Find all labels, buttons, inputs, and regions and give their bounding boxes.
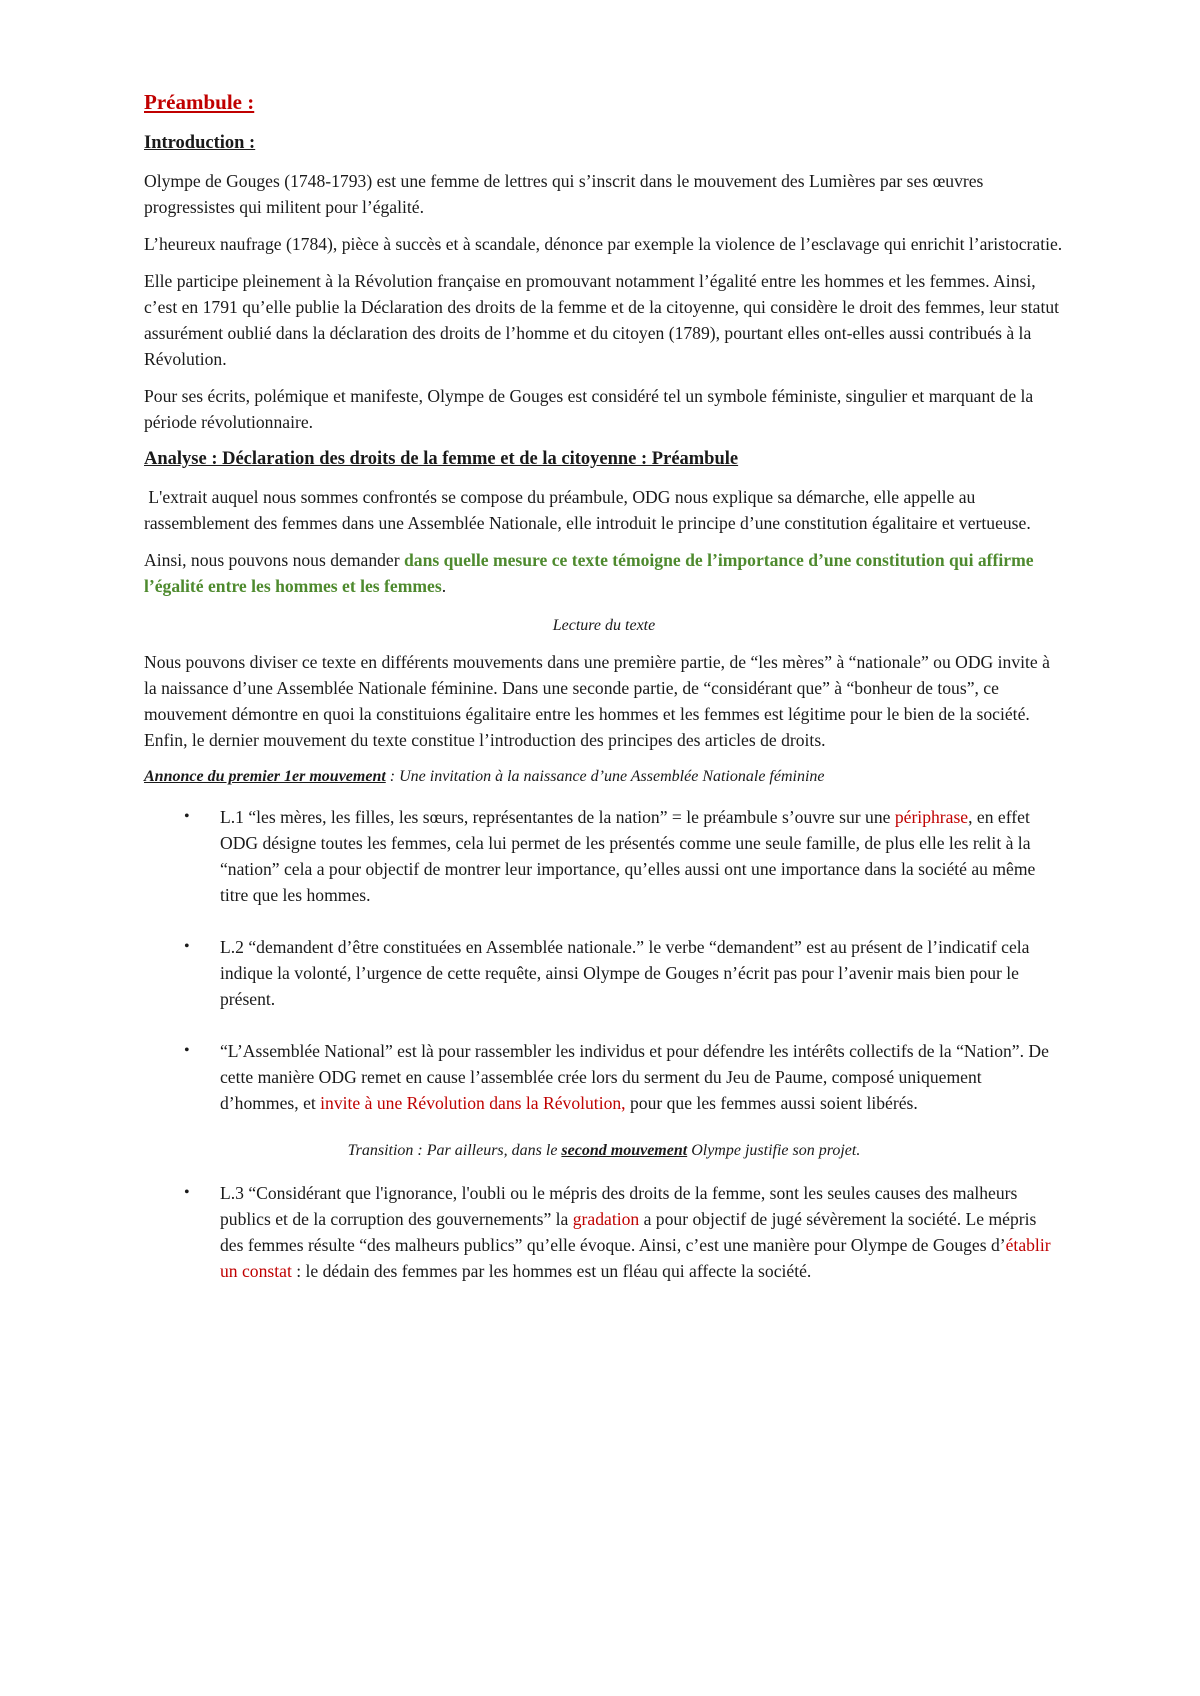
- problematique-highlight: dans quelle mesure ce texte témoigne de l’importance d’une constitution qui affirme l’égalité entre les hommes et les femmes: [144, 550, 1034, 596]
- list-item-highlight: invite à une Révolution dans la Révolution,: [320, 1093, 626, 1113]
- document-page: [144, 88, 1064, 1310]
- transition-label: second mouvement: [561, 1142, 688, 1159]
- transition-line: [144, 1138, 1064, 1164]
- intro-paragraph-4: Pour ses écrits, polémique et manifeste, Olympe de Gouges est considéré tel un symbole féministe, singulier et marquant de la période révolutionnaire.: [144, 386, 1034, 432]
- analyse-paragraph-1: L'extrait auquel nous sommes confrontés se compose du préambule, ODG nous explique sa démarche, elle appelle au rassemblement des femmes dans une Assemblée Nationale, elle introduit le principe d’une constitution égalitaire et vertueuse.: [144, 487, 1031, 533]
- list-item-text: L.3 “Considérant que l'ignorance, l'oubli ou le mépris des droits de la femme, sont les seules causes des malheurs publics et de la corruption des gouvernements” la: [220, 1183, 1018, 1229]
- intro-paragraph-3: Elle participe pleinement à la Révolution française en promouvant notamment l’égalité entre les hommes et les femmes. Ainsi, c’est en 1791 qu’elle publie la Déclaration des droits de la femme et de la citoyenne, qui considère le droit des femmes, leur statut assurément oublié dans la déclaration des droits de l’homme et du citoyen (1789), pourtant elles ont-elles aussi contribués à la Révolution.: [144, 271, 1060, 369]
- list-item-highlight-2: établir un constat: [220, 1235, 1051, 1281]
- bullet-glyph: •: [184, 1184, 190, 1201]
- movement-1-list: [144, 804, 1064, 1116]
- reading-label: Lecture du texte: [552, 617, 656, 634]
- problematique-paragraph: [144, 547, 1064, 599]
- list-item: [144, 934, 1064, 1012]
- list-item-text-end: , en effet ODG désigne toutes les femmes, cela lui permet de les présentés comme une seule famille, de plus elle les relit à la “nation” cela a pour objectif de montrer leur importance, qu’elles aussi ont une importance dans la société au même titre que les hommes.: [220, 807, 1036, 905]
- list-item-text-end: : le dédain des femmes par les hommes est un fléau qui affecte la société.: [291, 1261, 812, 1281]
- bullet-glyph: •: [184, 1042, 190, 1059]
- problematique-prefix: Ainsi, nous pouvons nous demander: [144, 550, 404, 570]
- list-item-text-end: pour que les femmes aussi soient libérés.: [625, 1093, 918, 1113]
- problematique-suffix: .: [441, 576, 447, 596]
- bullet-glyph: •: [184, 938, 190, 955]
- list-item-text: L.2 “demandent d’être constituées en Assemblée nationale.” le verbe “demandent” est au présent de l’indicatif cela indique la volonté, l’urgence de cette requête, ainsi Olympe de Gouges n’écrit pas pour l’avenir mais bien pour le présent.: [220, 937, 1030, 1009]
- list-item: [144, 804, 1064, 908]
- movement-2-list: [144, 1180, 1064, 1284]
- movement-1-label: Annonce du premier 1er mouvement: [144, 768, 386, 785]
- document-title: Préambule :: [144, 90, 255, 114]
- list-item-text: “L’Assemblée National” est là pour rassembler les individus et pour défendre les intérêts collectifs de la “Nation”. De cette manière ODG remet en cause l’assemblée crée lors du serment du Jeu de Paume, composé uniquement d’hommes, et: [220, 1041, 1049, 1113]
- movement-1-heading: [144, 764, 1064, 790]
- introduction-heading: Introduction :: [144, 133, 256, 153]
- analyse-heading: Analyse : Déclaration des droits de la femme et de la citoyenne : Préambule: [144, 449, 739, 469]
- intro-paragraph-2: L’heureux naufrage (1784), pièce à succès et à scandale, dénonce par exemple la violence de l’esclavage qui enrichit l’aristocratie.: [144, 234, 1063, 254]
- list-item: [144, 1038, 1064, 1116]
- transition-prefix: Transition : Par ailleurs, dans le: [347, 1142, 562, 1159]
- list-item-highlight: périphrase: [894, 807, 969, 827]
- list-item: [144, 1180, 1064, 1284]
- bullet-glyph: •: [184, 808, 190, 825]
- plan-paragraph: Nous pouvons diviser ce texte en différents mouvements dans une première partie, de “les mères” à “nationale” ou ODG invite à la naissance d’une Assemblée Nationale féminine. Dans une seconde partie, de “considérant que” à “bonheur de tous”, ce mouvement démontre en quoi la constituions égalitaire entre les hommes et les femmes est légitime pour le bien de la société. Enfin, le dernier mouvement du texte constitue l’introduction des principes des articles de droits.: [144, 652, 1050, 750]
- transition-suffix: Olympe justifie son projet.: [687, 1142, 861, 1159]
- list-item-highlight: gradation: [572, 1209, 640, 1229]
- list-item-text: L.1 “les mères, les filles, les sœurs, représentantes de la nation” = le préambule s’ouvre sur une: [220, 807, 895, 827]
- list-item-text-mid: a pour objectif de jugé sévèrement la société. Le mépris des femmes résulte “des malheurs publics” qu’elle évoque. Ainsi, c’est une manière pour Olympe de Gouges d’: [220, 1209, 1037, 1255]
- movement-1-text: : Une invitation à la naissance d’une Assemblée Nationale féminine: [385, 768, 825, 785]
- intro-paragraph-1: Olympe de Gouges (1748-1793) est une femme de lettres qui s’inscrit dans le mouvement des Lumières par ses œuvres progressistes qui militent pour l’égalité.: [144, 171, 984, 217]
